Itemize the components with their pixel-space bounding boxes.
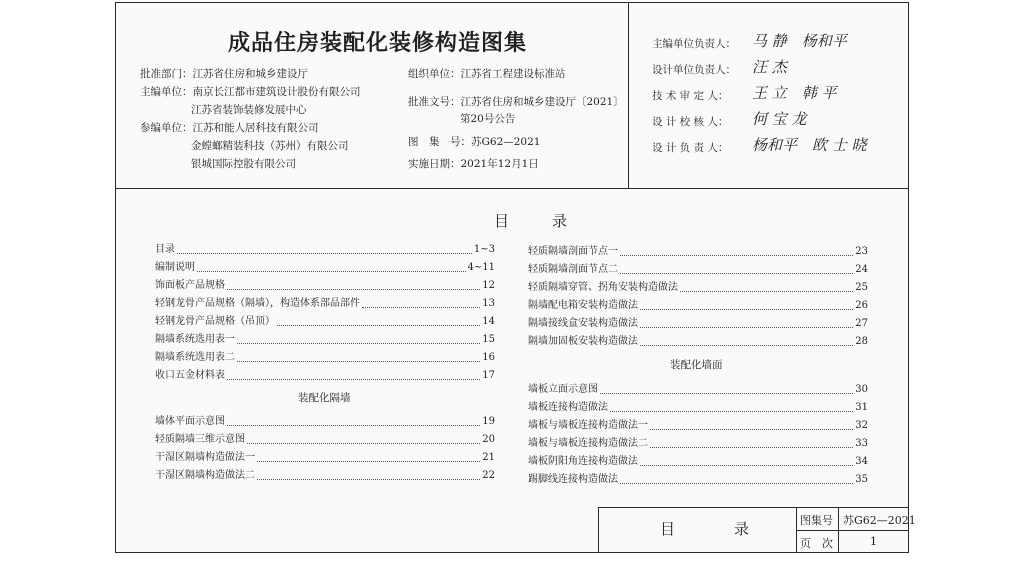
atlas-number-value: 苏G62—2021	[843, 514, 916, 527]
page-value: 1	[870, 535, 877, 548]
role-design-lead: 设 计 负 责 人：	[652, 142, 729, 154]
approval-number: 批准文号：江苏省住房和城乡建设厅〔2021〕	[408, 96, 624, 108]
toc-entry: 隔墙加固板安装构造做法 28	[528, 336, 868, 347]
title-block-top	[598, 507, 909, 508]
toc-entry: 目录 1~3	[155, 244, 495, 255]
atlas-number-label: 图集号	[800, 514, 833, 527]
toc-entry: 轻质隔墙穿管、拐角安装构造做法 25	[528, 282, 868, 293]
toc-section-partition: 装配化隔墙	[298, 392, 351, 404]
title-block-left	[598, 507, 599, 553]
header-divider	[115, 188, 909, 189]
chief-editor-2: 江苏省装饰装修发展中心	[191, 104, 307, 116]
toc-entry: 隔墙配电箱安装构造做法 26	[528, 300, 868, 311]
toc-entry: 墙板连接构造做法 31	[528, 402, 868, 413]
toc-entry: 轻质隔墙剖面节点一 23	[528, 246, 868, 257]
toc-entry: 干湿区隔墙构造做法一 21	[155, 452, 495, 463]
role-tech-review: 技 术 审 定 人：	[652, 90, 729, 102]
toc-entry: 隔墙系统选用表一 15	[155, 334, 495, 345]
toc-entry: 隔墙系统选用表二 16	[155, 352, 495, 363]
toc-entry: 墙板立面示意图 30	[528, 384, 868, 395]
chief-editor-1: 主编单位：南京长江都市建筑设计股份有限公司	[140, 86, 361, 98]
title-block-name: 目 录	[660, 520, 772, 538]
toc-entry: 墙板与墙板连接构造做法一 32	[528, 420, 868, 431]
approval-number-2: 第20号公告	[460, 113, 516, 125]
toc-entry: 收口五金材料表 17	[155, 370, 495, 381]
page-label: 页 次	[800, 537, 833, 550]
header-vertical-divider	[628, 2, 629, 188]
effective-date: 实施日期：2021年12月1日	[408, 158, 539, 170]
role-design-unit: 设计单位负责人：	[652, 64, 736, 76]
co-editor-2: 金螳螂精装科技（苏州）有限公司	[191, 140, 349, 152]
toc-entry: 轻钢龙骨产品规格（吊顶） 14	[155, 316, 495, 327]
atlas-number: 图 集 号：苏G62—2021	[408, 136, 541, 148]
co-editor-1: 参编单位：江苏和能人居科技有限公司	[140, 122, 319, 134]
toc-entry: 踢脚线连接构造做法 35	[528, 474, 868, 485]
co-editor-3: 银城国际控股有限公司	[191, 158, 296, 170]
atlas-title: 成品住房装配化装修构造图集	[228, 30, 528, 56]
toc-entry: 轻质隔墙剖面节点二 24	[528, 264, 868, 275]
organizer: 组织单位：江苏省工程建设标准站	[408, 68, 566, 80]
role-chief-unit: 主编单位负责人：	[652, 38, 736, 50]
title-block-middle	[796, 530, 909, 531]
approval-dept: 批准部门：江苏省住房和城乡建设厅	[140, 68, 308, 80]
toc-entry: 编制说明 4~11	[155, 262, 495, 273]
toc-entry: 饰面板产品规格 12	[155, 280, 495, 291]
toc-entry: 隔墙接线盒安装构造做法 27	[528, 318, 868, 329]
signature-chief-unit: 马 静 杨和平	[752, 32, 847, 50]
role-design-check: 设 计 校 核 人：	[652, 116, 729, 128]
signature-design-check: 何 宝 龙	[752, 110, 807, 128]
toc-heading: 目 录	[494, 212, 582, 230]
toc-entry: 干湿区隔墙构造做法二 22	[155, 470, 495, 481]
toc-entry: 墙板阴阳角连接构造做法 34	[528, 456, 868, 467]
signature-design-unit: 汪 杰	[752, 58, 787, 76]
toc-section-wall: 装配化墙面	[670, 359, 723, 371]
toc-entry: 轻钢龙骨产品规格（隔墙），构造体系部品部件 13	[155, 298, 495, 309]
toc-entry: 墙板与墙板连接构造做法二 33	[528, 438, 868, 449]
signature-design-lead: 杨和平 欧 士 晓	[752, 136, 867, 154]
toc-entry: 墙体平面示意图 19	[155, 416, 495, 427]
toc-entry: 轻质隔墙三维示意图 20	[155, 434, 495, 445]
signature-tech-review: 王 立 韩 平	[752, 84, 837, 102]
